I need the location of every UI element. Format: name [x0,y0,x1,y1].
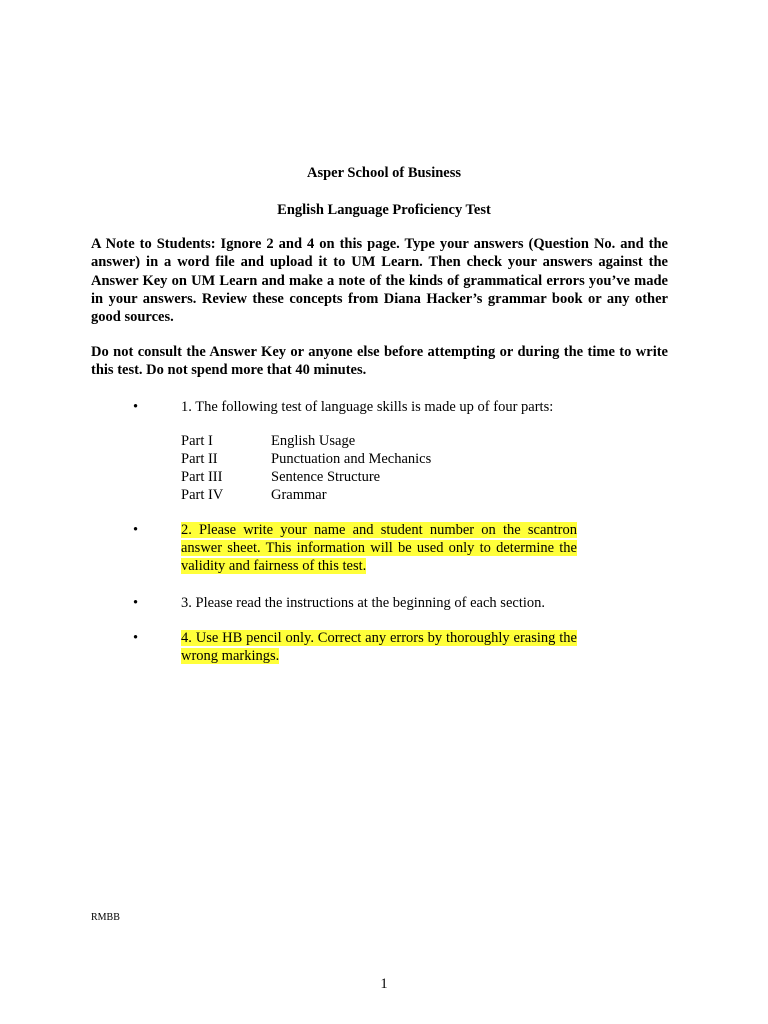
parts-list [181,432,431,504]
part-title: Punctuation and Mechanics [271,451,432,467]
part-row [181,450,431,468]
instruction-text: 1. The following test of language skills is made up of four parts: [181,399,554,415]
part-label: Part III [181,469,223,485]
highlighted-instruction-text: 2. Please write your name and student number on the scantron answer sheet. This information will be used only to determine the validity and fairness of this test. [181,522,577,574]
part-row [181,468,431,486]
instruction-item-3 [181,594,661,612]
bullet-icon: • [133,595,139,611]
bullet-icon: • [133,399,139,415]
instruction-item-1 [181,398,661,416]
part-row [181,432,431,450]
test-title: English Language Proficiency Test [277,202,491,218]
part-title: Grammar [271,487,327,503]
part-row [181,486,431,504]
page-number: 1 [380,976,388,992]
warning-paragraph: Do not consult the Answer Key or anyone else before attempting or during the time to write this test. Do not spend more that 40 minutes. [91,344,668,379]
school-name: Asper School of Business [306,165,462,181]
instruction-item-2 [181,521,577,575]
part-title: English Usage [271,433,356,449]
part-label: Part I [181,433,213,449]
highlighted-instruction-text: 4. Use HB pencil only. Correct any errors by thoroughly erasing the wrong markings. [181,630,577,664]
instruction-item-4 [181,629,577,665]
note-to-students: A Note to Students: Ignore 2 and 4 on this page. Type your answers (Question No. and the answer) in a word file and upload it to UM Learn. Then check your answers against the Answer Key on UM Learn and make a note of the kinds of grammatical errors you’ve made in your answers. Review these concepts from Diana Hacker’s grammar book or any other good sources. [91,236,668,326]
part-title: Sentence Structure [271,469,381,485]
part-label: Part IV [181,487,224,503]
bullet-icon: • [133,522,139,538]
bullet-icon: • [133,630,139,646]
part-label: Part II [181,451,218,467]
footer-initials: RMBB [91,912,120,923]
instruction-text: 3. Please read the instructions at the beginning of each section. [181,595,546,611]
